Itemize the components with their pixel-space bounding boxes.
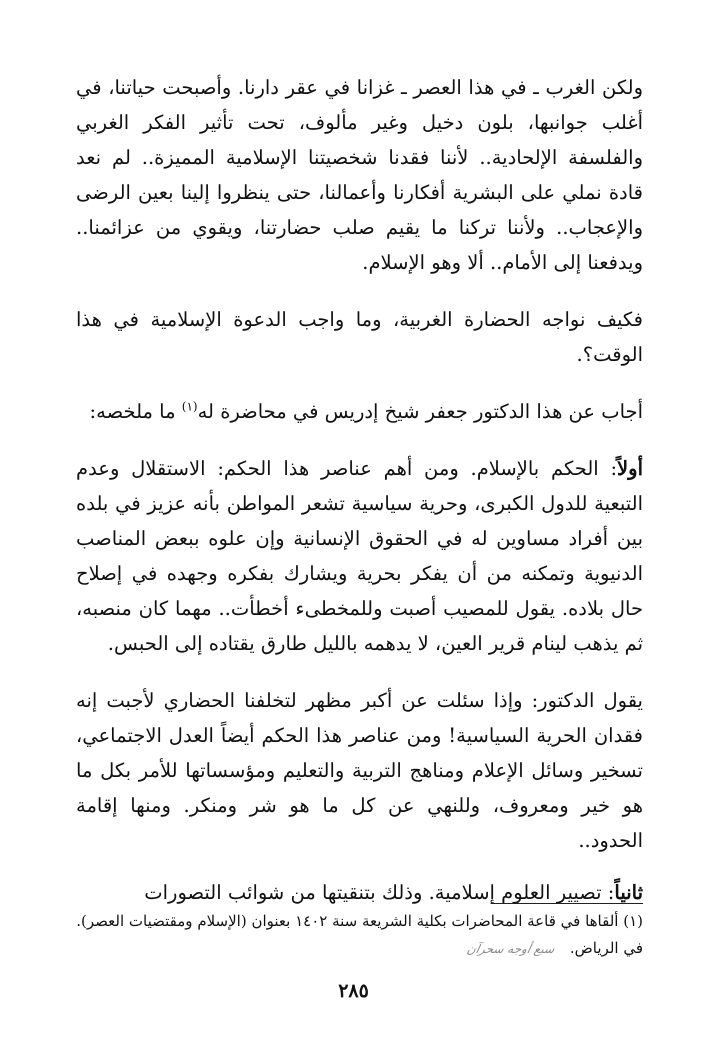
footnote [76, 908, 643, 963]
footnote-divider [491, 903, 643, 904]
page-body [76, 70, 643, 910]
paragraph-3-text: أجاب عن هذا الدكتور جعفر شيخ إدريس في محاضرة له [197, 400, 643, 423]
point-two-text: : تصيير العلوم إسلامية. وذلك بتنقيتها من شوائب التصورات [144, 881, 615, 904]
paragraph-4 [76, 451, 643, 661]
point-one-text: : الحكم بالإسلام. ومن أهم عناصر هذا الحكم: الاستقلال وعدم التبعية للدول الكبرى، وحرية سياسية تشعر المواطن بأنه عزيز في بلده بين أفراد مساوين له في الحقوق الإنسانية وإن علوه ببعض المناصب الدنيوية وتمكنه من أن يفكر بحرية ويشارك بفكره وجهده في إصلاح حال بلاده. يقول للمصيب أصبت وللمخطىء أخطأت.. مهما كان منصبه، ثم يذهب لينام قرير العين، لا يدهمه بالليل طارق يقتاده إلى الحبس. [76, 457, 643, 655]
point-two-label: ثانياً [614, 881, 643, 904]
footnote-location: في الرياض. [569, 939, 643, 957]
paragraph-3 [76, 394, 643, 429]
footnote-ref[interactable]: (١) [181, 399, 198, 414]
paragraph-1: ولكن الغرب ـ في هذا العصر ـ غزانا في عقر دارنا. وأصبحت حياتنا، في أغلب جوانبها، بلون دخيل وغير مألوف، تحت تأثير الفكر الغربي والفلسفة الإلحادية.. لأننا فقدنا شخصيتنا الإسلامية المميزة.. لم نعد قادة نملي على البشرية أفكارنا وأعمالنا، حتى ينظروا إلينا بعين الرضى والإعجاب.. ولأننا تركنا ما يقيم صلب حضارتنا، ويقوي من عزائمنا.. ويدفعنا إلى الأمام.. ألا وهو الإسلام. [76, 76, 643, 274]
paragraph-6 [76, 875, 643, 910]
paragraph-2: فكيف نواجه الحضارة الغربية، وما واجب الدعوة الإسلامية في هذا الوقت؟. [76, 308, 643, 366]
page-number: ٢٨٥ [338, 980, 369, 1002]
footnote-line-2 [76, 935, 643, 963]
paragraph-5: يقول الدكتور: وإذا سئلت عن أكبر مظهر لتخلفنا الحضاري لأجبت إنه فقدان الحرية السياسية! ومن عناصر هذا الحكم أيضاً العدل الاجتماعي، تسخير وسائل الإعلام ومناهج التربية والتعليم ومؤسساتها للأمر بكل ما هو خير ومعروف، وللنهي عن كل ما هو شر ومنكر. ومنها إقامة الحدود.. [76, 689, 643, 852]
paragraph-3-tail: ما ملخصه: [89, 400, 182, 423]
handwritten-note: سبع أوجه سحرآن [465, 941, 556, 956]
point-one-label: أولاً [617, 457, 643, 480]
footnote-line-1: (١) ألقاها في قاعة المحاضرات بكلية الشريعة سنة ١٤٠٢ بعنوان (الإسلام ومقتضيات العصر). [76, 912, 643, 930]
